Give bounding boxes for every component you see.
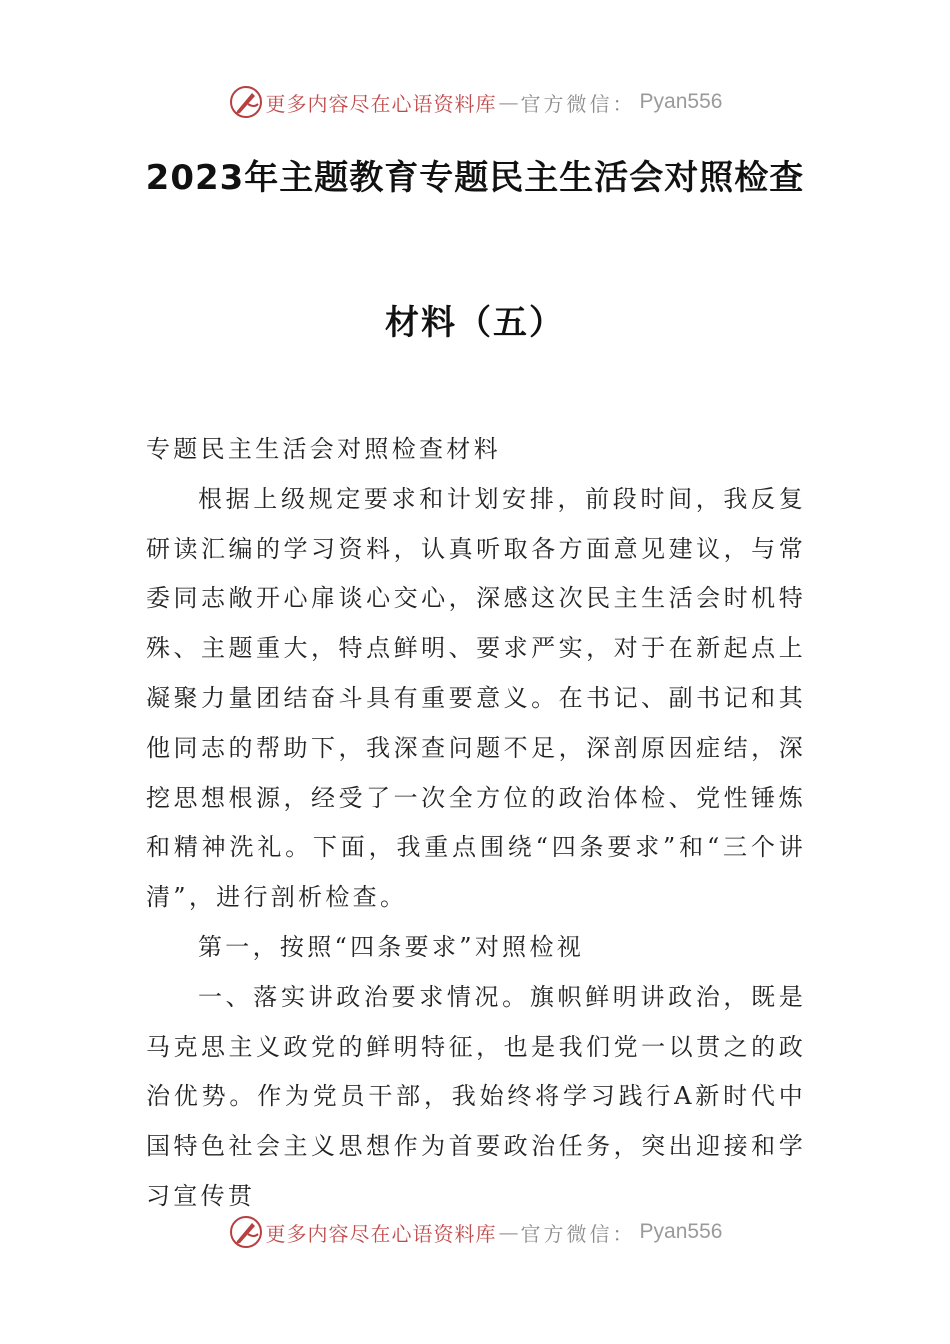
body-paragraph: 根据上级规定要求和计划安排，前段时间，我反复研读汇编的学习资料，认真听取各方面意见建议，与常委同志敞开心扉谈心交心，深感这次民主生活会时机特殊、主题重大，特点鲜明、要求严实，对于在新起点上凝聚力量团结奋斗具有重要意义。在书记、副书记和其他同志的帮助下，我深查问题不足，深剖原因症结，深挖思想根源，经受了一次全方位的政治体检、党性锤炼和精神洗礼。下面，我重点围绕“四条要求”和“三个讲清”，进行剖析检查。	[146, 484, 806, 912]
document-body	[146, 425, 806, 1222]
brush-logo-icon	[228, 84, 264, 120]
document-title-line-1: 2023年主题教育专题民主生活会对照检查	[145, 158, 805, 198]
watermark-label: 官方微信：	[520, 1221, 636, 1246]
watermark-wechat-id: Pyan556	[639, 1220, 723, 1243]
watermark-wechat-id: Pyan556	[639, 90, 723, 113]
footer-watermark	[0, 1212, 950, 1252]
brush-logo-icon	[228, 1214, 264, 1250]
body-paragraph: 一、落实讲政治要求情况。旗帜鲜明讲政治，既是马克思主义政党的鲜明特征，也是我们党一以贯之的政治优势。作为党员干部，我始终将学习践行A新时代中国特色社会主义思想作为首要政治任务，突出迎接和学习宣传贯	[146, 982, 806, 1210]
document-title-line-2: 材料（五）	[385, 303, 565, 343]
watermark-dash: —	[498, 1220, 519, 1244]
watermark-main-text: 更多内容尽在心语资料库	[265, 91, 497, 116]
body-paragraph: 第一，按照“四条要求”对照检视	[198, 932, 585, 961]
watermark-label: 官方微信：	[520, 91, 636, 116]
body-paragraph: 专题民主生活会对照检查材料	[146, 435, 501, 463]
watermark-dash: —	[498, 90, 519, 114]
watermark-main-text: 更多内容尽在心语资料库	[265, 1221, 497, 1246]
header-watermark	[0, 82, 950, 122]
